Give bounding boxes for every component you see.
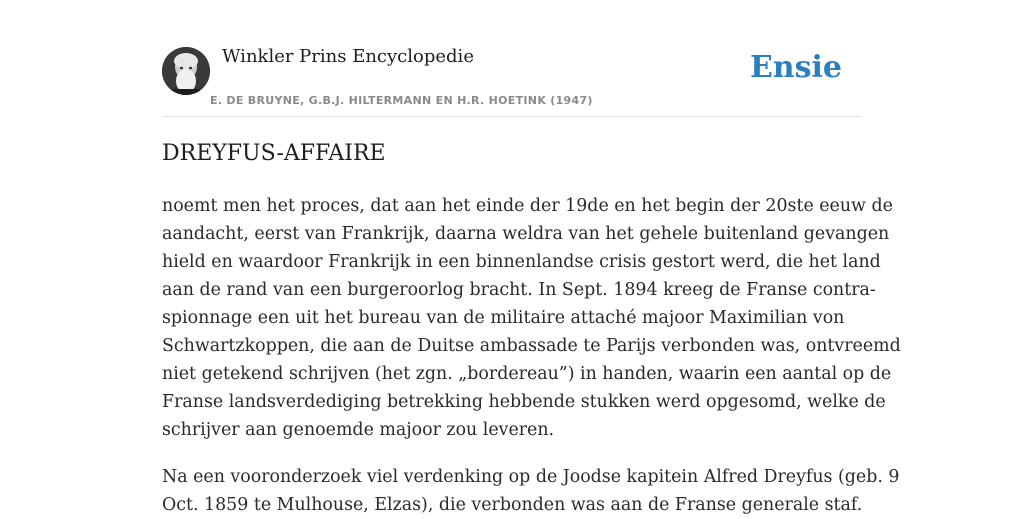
- article-title: DREYFUS-AFFAIRE: [162, 141, 386, 166]
- source-authors: E. DE BRUYNE, G.B.J. HILTERMANN EN H.R. HOETINK (1947): [210, 94, 593, 107]
- paragraph-line: niet getekend schrijven (het zgn. „bordereau”) in handen, waarin een aantal op de: [162, 364, 892, 384]
- ensie-logo-link[interactable]: Ensie: [749, 50, 842, 85]
- source-title-link[interactable]: Winkler Prins Encyclopedie: [222, 46, 474, 67]
- article-paragraph: [162, 192, 901, 444]
- paragraph-line: noemt men het proces, dat aan het einde der 19de en het begin der 20ste eeuw de: [162, 196, 893, 216]
- paragraph-line: Franse landsverdediging betrekking hebbende stukken werd opgesomd, welke de: [162, 392, 886, 412]
- paragraph-line: Na een vooronderzoek viel verdenking op de Joodse kapitein Alfred Dreyfus (geb. 9: [162, 467, 900, 487]
- page: [162, 0, 901, 515]
- portrait-image: [162, 47, 210, 95]
- paragraph-line: Oct. 1859 te Mulhouse, Elzas), die verbonden was aan de Franse generale staf.: [162, 495, 863, 515]
- article-body: [162, 192, 901, 519]
- article-paragraph: [162, 463, 900, 519]
- author-avatar[interactable]: [162, 47, 210, 95]
- source-header: [162, 0, 862, 117]
- paragraph-line: aandacht, eerst van Frankrijk, daarna weldra van het gehele buitenland gevangen: [162, 224, 890, 244]
- paragraph-line: Schwartzkoppen, die aan de Duitse ambassade te Parijs verbonden was, ontvreemd: [162, 336, 901, 356]
- paragraph-line: hield en waardoor Frankrijk in een binnenlandse crisis gestort werd, die het land: [162, 252, 881, 272]
- paragraph-line: aan de rand van een burgeroorlog bracht. In Sept. 1894 kreeg de Franse contra-: [162, 280, 876, 300]
- paragraph-line: spionnage een uit het bureau van de militaire attaché majoor Maximilian von: [162, 308, 845, 328]
- paragraph-line: schrijver aan genoemde majoor zou leveren.: [162, 420, 555, 440]
